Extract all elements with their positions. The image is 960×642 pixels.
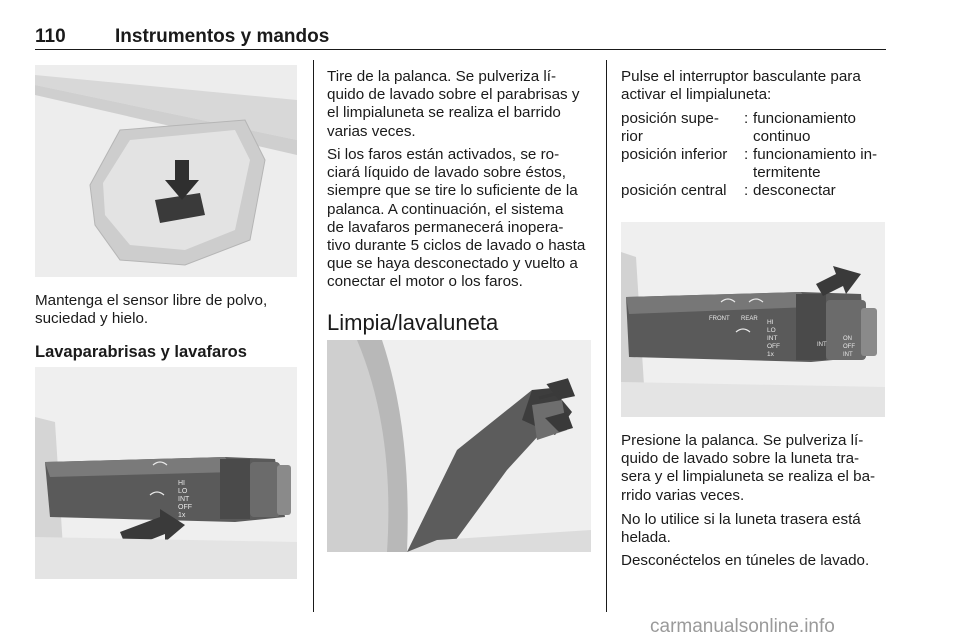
lever-label-int: INT [178, 496, 190, 503]
text-line: tivo durante 5 ciclos de lavado o hasta [327, 237, 586, 255]
text-line: termitente [753, 164, 821, 182]
position-row-lower [621, 146, 887, 182]
text-line: No lo utilice si la luneta trasera está [621, 511, 861, 528]
frozen-window-paragraph [621, 511, 887, 547]
position-key [621, 182, 739, 200]
text-line: quido de lavado sobre la luneta tra- [621, 450, 860, 468]
section-title: Instrumentos y mandos [115, 26, 330, 47]
text-line: posición central [621, 182, 727, 199]
rear-label-on: ON [843, 336, 852, 342]
text-line: activar el limpialuneta: [621, 86, 772, 104]
header-rule [35, 49, 886, 50]
rocker-switch-intro [621, 68, 887, 104]
lever-label-hi: HI [767, 319, 774, 326]
text-line: quido de lavado sobre el parabrisas y [327, 86, 580, 104]
text-line: posición inferior [621, 146, 728, 163]
steering-wheel-drawing [327, 340, 591, 552]
lever-label-int: INT [767, 335, 778, 342]
sensor-paragraph [35, 292, 297, 328]
lever-label-rear: REAR [741, 316, 758, 322]
position-key [621, 110, 739, 146]
text-line: helada. [621, 529, 671, 547]
page-number: 110 [35, 26, 66, 47]
text-line: palanca. A continuación, el sistema [327, 200, 564, 218]
rear-label-int: INT [817, 342, 827, 348]
rain-sensor-drawing [35, 65, 297, 277]
car-wash-paragraph: Desconéctelos en túneles de lavado. [621, 552, 870, 569]
rear-wiper-lever-illustration [621, 222, 885, 417]
rear-wiper-lever-drawing [621, 222, 885, 417]
rear-label-off: OFF [843, 344, 855, 350]
position-row-upper [621, 110, 887, 146]
position-row-center [621, 182, 887, 200]
steering-wheel-lever-illustration [327, 340, 591, 552]
lever-label-1x: 1x [767, 351, 774, 358]
text-line: suciedad y hielo. [35, 310, 149, 328]
text-line: conectar el motor o los faros. [327, 273, 523, 291]
lever-label-off: OFF [178, 504, 192, 511]
position-value [753, 146, 888, 182]
text-line: siempre que se tire lo suficiente de la [327, 182, 578, 200]
text-line: rior [621, 128, 643, 146]
heading-rear-wiper: Limpia/lavaluneta [327, 310, 499, 335]
column-divider-2 [606, 60, 607, 612]
lever-label-off: OFF [767, 343, 780, 350]
position-value [753, 182, 888, 200]
text-line: Si los faros están activados, se ro- [327, 146, 560, 163]
position-key [621, 146, 739, 164]
text-line: rrido varias veces. [621, 486, 745, 504]
text-line: ciará líquido de lavado sobre éstos, [327, 164, 566, 182]
text-line: Tire de la palanca. Se pulveriza lí- [327, 68, 557, 85]
text-line: Mantenga el sensor libre de polvo, [35, 292, 268, 309]
rain-sensor-illustration [35, 65, 297, 277]
text-line: posición supe- [621, 110, 719, 127]
pull-lever-paragraph [327, 68, 591, 141]
text-line: funcionamiento [753, 110, 857, 127]
text-line: que se haya desconectado y vuelto a [327, 255, 578, 273]
heading-windshield-washer: Lavaparabrisas y lavafaros [35, 343, 247, 361]
column-divider-1 [313, 60, 314, 612]
text-line: Pulse el interruptor basculante para [621, 68, 861, 85]
lever-label-front: FRONT [709, 316, 730, 322]
text-line: continuo [753, 128, 811, 146]
windshield-lever-illustration [35, 367, 297, 579]
page-header [35, 22, 886, 50]
text-line: el limpialuneta se realiza el barrido [327, 104, 561, 122]
text-line: desconectar [753, 182, 836, 199]
position-separator: : [744, 146, 749, 163]
lever-label-lo: LO [767, 327, 776, 334]
headlamp-washer-paragraph [327, 146, 591, 292]
windshield-lever-drawing [35, 367, 297, 579]
lever-label-1x: 1x [178, 512, 186, 519]
lever-label-lo: LO [178, 488, 188, 495]
text-line: varias veces. [327, 122, 416, 140]
position-separator: : [744, 110, 749, 127]
text-line: de lavafaros permanecerá inopera- [327, 218, 564, 236]
rear-label-int2: INT [843, 352, 853, 358]
position-separator: : [744, 182, 749, 199]
press-lever-paragraph [621, 432, 887, 505]
text-line: Presione la palanca. Se pulveriza lí- [621, 432, 864, 449]
text-line: sera y el limpialuneta se realiza el ba- [621, 468, 876, 486]
watermark: carmanualsonline.info [650, 616, 835, 637]
text-line: funcionamiento in- [753, 146, 878, 163]
position-value [753, 110, 888, 146]
lever-label-hi: HI [178, 480, 185, 487]
